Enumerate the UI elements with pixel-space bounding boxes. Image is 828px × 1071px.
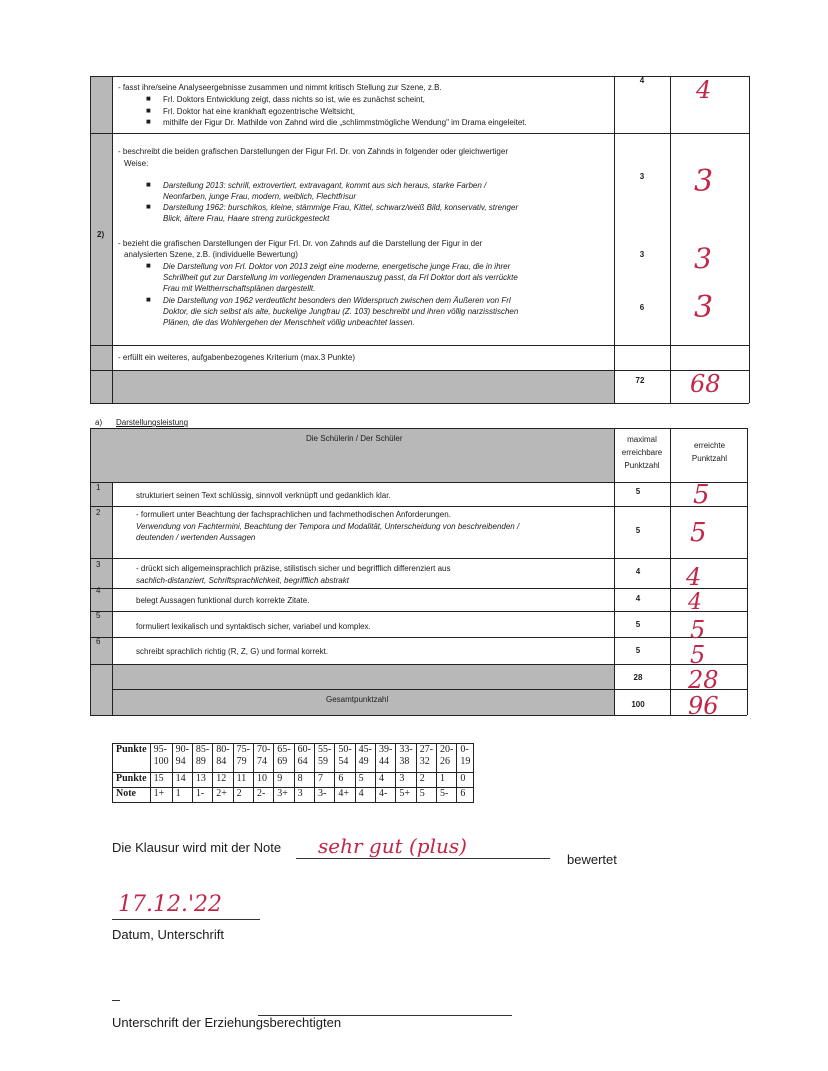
grade-cell: 4 [355,788,375,803]
grade-cell: 4+ [335,788,355,803]
grade-cell: 2+ [213,788,233,803]
row-number: 5 [96,611,101,620]
handwritten-score: 5 [690,641,706,669]
points-range-cell [457,744,474,773]
points-cell: 15 [150,773,172,788]
points-range-cell [213,744,233,773]
row-number: 6 [96,637,101,646]
points-range-cell [396,744,416,773]
total-row-fill [112,370,614,403]
max-points: 3 [639,250,645,259]
points-range-from: 75- [236,744,250,755]
handwritten-grade: sehr gut (plus) [318,834,467,858]
points-range-from: 80- [216,744,230,755]
points-range-from: 55- [317,744,332,755]
points-cell: 2 [416,773,436,788]
points-range-to: 100 [153,756,169,767]
points-range-to: 38 [399,756,410,767]
points-cell: 3 [396,773,416,788]
handwritten-score: 3 [694,242,712,275]
row-label: Punkte [113,773,151,788]
points-range-row [113,744,474,773]
total-max-points: 100 [631,700,645,709]
points-cell: 8 [294,773,314,788]
criterion-bullet: Darstellung 2013: schrill, extrovertiert, extravagant, kommt aus sich heraus, starke Farben / [163,181,487,190]
criterion-text: - beschreibt die beiden grafischen Darstellungen der Figur Frl. Dr. von Zahnds in folgender oder gleichwertiger [118,147,508,156]
row-number: 4 [96,586,101,595]
points-range-from: 39- [379,744,393,755]
points-range-to: 32 [419,756,430,767]
points-range-to: 19 [460,756,471,767]
grade-row [113,788,474,803]
max-points: 3 [639,172,645,181]
points-cell: 7 [314,773,334,788]
points-range-cell [355,744,375,773]
criterion-text: analysierten Szene, z.B. (individuelle Bewertung) [124,250,298,259]
handwritten-score: 4 [686,563,702,591]
points-range-cell [335,744,355,773]
points-cell: 14 [172,773,192,788]
grade-cell: 5+ [396,788,416,803]
handwritten-score: 3 [694,164,714,199]
points-range-from: 85- [195,744,210,755]
criterion-text: - bezieht die grafischen Darstellungen der Figur Frl. Dr. von Zahnds auf die Darstellung der Figur in der [118,239,483,248]
criterion-text: sachlich-distanziert, Schriftsprachlichkeit, begrifflich abstrakt [136,576,349,585]
row-number: 2 [96,508,101,517]
row-number: 3 [96,560,101,569]
grade-cell: 2- [253,788,273,803]
criterion-text: Weise: [124,159,149,168]
points-range-from: 95- [153,744,167,755]
section-prefix: a) [95,418,103,427]
grade-cell: 5- [437,788,457,803]
date-line [112,919,260,920]
points-cell: 0 [457,773,474,788]
points-range-from: 27- [419,744,434,755]
criterion-bullet: Plänen, die das Wohlergehen der Menschheit völlig unbeachtet lassen. [163,318,415,327]
points-range-to: 44 [379,756,389,767]
points-cell: 6 [335,773,355,788]
row-label: Note [113,788,151,803]
criterion-bullet: Frl. Doktor hat eine krankhaft egozentrische Weltsicht, [163,107,355,116]
max-points: 4 [639,76,645,85]
points-cell: 9 [274,773,294,788]
points-cell: 10 [253,773,273,788]
parent-line-start [112,1000,120,1001]
handwritten-total-score: 96 [688,692,719,720]
grade-cell: 1- [192,788,212,803]
total-max-points: 72 [635,376,645,385]
criterion-bullet: Neonfarben, junge Frau, modern, weiblich, Flechtfrisur [163,192,356,201]
parent-signature-label: Unterschrift der Erziehungsberechtigten [112,1015,342,1030]
grade-cell: 1 [172,788,192,803]
points-range-cell [233,744,253,773]
max-points: 5 [635,620,641,629]
grade-cell: 3- [314,788,334,803]
criterion-text: formuliert lexikalisch und syntaktisch sicher, variabel und komplex. [136,622,371,631]
handwritten-score: 4 [688,590,702,615]
criterion-text: strukturiert seinen Text schlüssig, sinnvoll verknüpft und gedanklich klar. [136,491,391,500]
criterion-bullet: Schrillheit gut zur Darstellung im vorliegenden Dramenauszug passt, da Frl Doktor dort als verrückte [163,273,518,282]
points-range-cell [150,744,172,773]
points-cell: 5 [355,773,375,788]
handwritten-total-score: 68 [690,370,721,398]
points-range-to: 89 [195,756,206,767]
points-range-cell [294,744,314,773]
criterion-bullet: Frl. Doktors Entwicklung zeigt, dass nichts so ist, wie es zunächst scheint, [163,95,425,104]
points-range-to: 26 [440,756,451,767]
criterion-bullet: Die Darstellung von 1962 verdeutlicht besonders den Widerspruch zwischen dem Äußeren von Frl [163,296,511,305]
points-range-from: 60- [297,744,311,755]
criterion-text: deutenden / wertenden Aussagen [136,533,256,542]
grade-suffix-label: bewertet [567,852,617,867]
max-points: 4 [635,594,641,603]
points-range-to: 84 [216,756,227,767]
points-range-from: 90- [175,744,189,755]
grade-cell: 5 [416,788,436,803]
criterion-text: - fasst ihre/seine Analyseergebnisse zusammen und nimmt kritisch Stellung zur Szene, z.B. [118,83,442,92]
max-points: 4 [635,567,641,576]
column-header-student: Die Schülerin / Der Schüler [306,434,403,443]
criterion-text: - drückt sich allgemeinsprachlich präzise, stilistisch sicher und begrifflich differenziert aus [136,564,451,573]
row-label: Punkte [113,744,151,773]
points-cell: 4 [376,773,396,788]
points-range-from: 0- [460,744,469,755]
grade-conversion-table [112,743,474,803]
handwritten-score: 5 [690,518,707,548]
total-label: Gesamtpunktzahl [326,695,389,704]
grade-cell: 6 [457,788,474,803]
points-range-to: 79 [236,756,247,767]
points-range-to: 64 [297,756,308,767]
max-points: 5 [635,646,641,655]
points-cell: 11 [233,773,253,788]
grade-line [296,858,550,859]
criterion-text: schreibt sprachlich richtig (R, Z, G) und formal korrekt. [136,647,329,656]
grade-cell: 4- [376,788,396,803]
points-range-to: 54 [338,756,349,767]
grade-cell: 2 [233,788,253,803]
points-range-to: 74 [256,756,267,767]
row-label: 2) [97,230,105,239]
handwritten-score: 5 [690,616,706,644]
points-range-from: 45- [358,744,372,755]
column-header-max: maximal [627,435,657,444]
grade-cell: 3 [294,788,314,803]
points-range-to: 94 [175,756,186,767]
points-range-from: 33- [399,744,413,755]
handwritten-date: 17.12.'22 [118,892,223,917]
column-header-achieved: erreichte [693,441,726,450]
points-range-cell [274,744,294,773]
points-range-cell [172,744,192,773]
criterion-bullet: mithilfe der Figur Dr. Mathilde von Zahnd wird die „schlimmstmögliche Wendung" im Drama eingeleitet. [163,118,527,127]
grade-cell: 3+ [274,788,294,803]
points-range-from: 70- [256,744,271,755]
points-range-cell [416,744,436,773]
criterion-bullet: Frau mit Weltherrschaftsplänen dargestellt. [163,284,316,293]
criterion-bullet: Doktor, die sich selbst als alte, buckelige Jungfrau (Z. 103) beschreibt und ihren völlig narzisstischen [163,307,519,316]
points-range-to: 59 [317,756,328,767]
points-cell: 12 [213,773,233,788]
points-range-cell [437,744,457,773]
points-range-cell [314,744,334,773]
criterion-text: - erfüllt ein weiteres, aufgabenbezogenes Kriterium (max.3 Punkte) [118,353,356,362]
max-points: 5 [635,487,641,496]
grade-cell: 1+ [150,788,172,803]
points-row [113,773,474,788]
max-points: 6 [639,303,645,312]
points-range-from: 20- [440,744,454,755]
section-heading: Darstellungsleistung [116,418,189,427]
column-header-max: Punktzahl [624,461,660,470]
points-range-to: 69 [277,756,288,767]
criterion-bullet: Darstellung 1962: burschikos, kleine, stämmige Frau, Kittel, schwarz/weiß Bild, konservativ, strenger [163,203,519,212]
points-range-from: 50- [338,744,352,755]
points-cell: 1 [437,773,457,788]
column-header-achieved: Punktzahl [691,454,728,463]
criterion-text: Verwendung von Fachtermini, Beachtung der Tempora und Modalität, Unterscheidung von beschreibenden / [136,522,520,531]
points-range-from: 65- [277,744,291,755]
criterion-text: belegt Aussagen funktional durch korrekte Zitate. [136,596,310,605]
points-range-cell [192,744,212,773]
handwritten-sum-score: 28 [688,666,719,694]
points-range-to: 49 [358,756,369,767]
sum-max-points: 28 [633,673,643,682]
points-cell: 13 [192,773,212,788]
points-range-cell [253,744,273,773]
handwritten-score: 4 [696,76,712,104]
row-number: 1 [96,483,101,492]
points-range-cell [376,744,396,773]
criterion-bullet: Die Darstellung von Frl. Doktor von 2013 zeigt eine moderne, energetische junge Frau, die in ihrer [163,262,511,271]
handwritten-score: 5 [693,480,710,510]
max-points: 5 [635,526,641,535]
column-header-max: erreichbare [621,448,663,457]
grade-prefix-label: Die Klausur wird mit der Note [112,840,282,855]
criterion-bullet: Blick, ältere Frau, Haare streng zurückgesteckt [163,214,330,223]
date-signature-label: Datum, Unterschrift [112,927,224,942]
number-column [90,482,112,715]
handwritten-score: 3 [694,290,714,325]
criterion-text: - formuliert unter Beachtung der fachsprachlichen und fachmethodischen Anforderungen. [136,510,451,519]
